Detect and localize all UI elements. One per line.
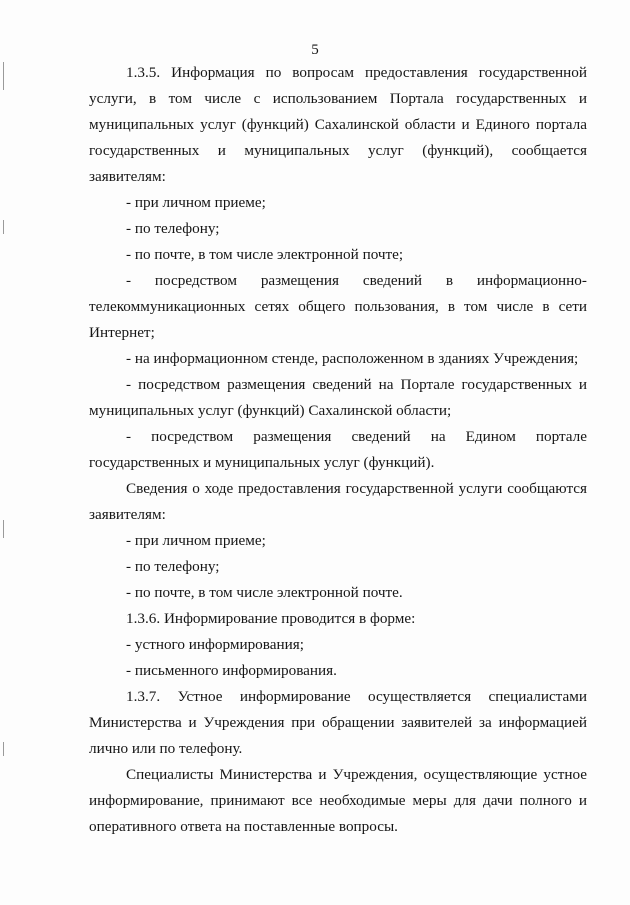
list-item: - по почте, в том числе электронной почте; bbox=[126, 246, 404, 263]
list-item: - по телефону; bbox=[126, 220, 220, 237]
scan-edge-mark bbox=[3, 62, 4, 90]
word: - bbox=[126, 272, 132, 289]
word: - bbox=[126, 428, 132, 445]
list-item: - письменного информирования. bbox=[126, 662, 337, 679]
specialists-paragraph: Специалисты Министерства и Учреждения, осуществляющие устное информирование, принимают все необходимые меры для дачи полного и оперативного ответа на поставленные вопросы. bbox=[89, 766, 587, 835]
list-item: - на информационном стенде, расположенном в зданиях Учреждения; bbox=[126, 350, 579, 367]
section-1-3-5-intro: 1.3.5. Информация по вопросам предоставления государственной услуги, в том числе с использованием Портала государственных и муниципальных услуг (функций) Сахалинской области и Единого портала государственных и муниципальных услуг (функций), сообщается заявителям: bbox=[89, 64, 587, 185]
document-body bbox=[89, 60, 587, 840]
scan-edge-mark bbox=[3, 742, 4, 756]
list-item: - посредством размещения сведений на Портале государственных и муниципальных услуг (функций) Сахалинской области; bbox=[89, 376, 587, 419]
list-item-network-continuation: телекоммуникационных сетях общего пользования, в том числе в сети Интернет; bbox=[89, 298, 587, 341]
word: сведений bbox=[351, 428, 411, 445]
word: в bbox=[445, 272, 454, 289]
list-item: - по почте, в том числе электронной почте. bbox=[126, 584, 403, 601]
word: Едином bbox=[465, 428, 516, 445]
section-1-3-7-paragraph: 1.3.7. Устное информирование осуществляется специалистами Министерства и Учреждения при обращении заявителей за информацией лично или по телефону. bbox=[89, 688, 587, 757]
word: размещения bbox=[260, 272, 339, 289]
word: сведений bbox=[362, 272, 423, 289]
section-1-3-6-intro: 1.3.6. Информирование проводится в форме: bbox=[126, 610, 416, 627]
list-item: - при личном приеме; bbox=[126, 194, 266, 211]
list-item-network-first-line bbox=[89, 268, 587, 294]
list-item: - при личном приеме; bbox=[126, 532, 266, 549]
word: посредством bbox=[151, 428, 234, 445]
list-item-single-portal-continuation: государственных и муниципальных услуг (функций). bbox=[89, 454, 435, 471]
word: посредством bbox=[154, 272, 237, 289]
word: размещения bbox=[253, 428, 332, 445]
word: информационно- bbox=[476, 272, 587, 289]
word: на bbox=[430, 428, 446, 445]
word: портале bbox=[535, 428, 587, 445]
page-number: 5 bbox=[311, 42, 319, 58]
scan-edge-mark bbox=[3, 220, 4, 234]
list-item-single-portal-first-line bbox=[89, 424, 587, 450]
scan-edge-mark bbox=[3, 520, 4, 538]
list-item: - устного информирования; bbox=[126, 636, 304, 653]
list-item: - по телефону; bbox=[126, 558, 220, 575]
progress-intro: Сведения о ходе предоставления государственной услуги сообщаются заявителям: bbox=[89, 480, 587, 523]
